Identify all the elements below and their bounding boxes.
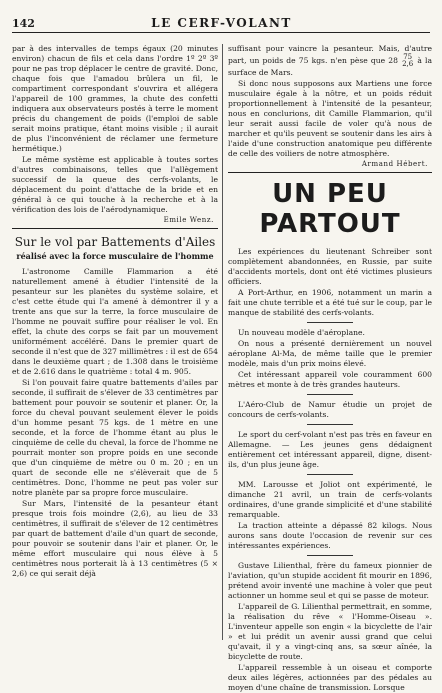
news-item: La traction atteinte a dépassé 82 kilogs. Nous aurons sans doute l'occasion de revenir sur ces intéressantes expériences. [228,521,432,550]
news-item: Les expériences du lieutenant Schreiber sont complètement abandonnées, en Russie, par suite d'accidents mortels, dont ont été victimes plusieurs officiers. [228,247,432,286]
news-item: A Port-Arthur, en 1906, notamment un marin a fait une chute terrible et a été tué sur le coup, par le manque de stabilité des cerfs-volants. [228,288,432,317]
article-subtitle: réalisé avec la force musculaire de l'homme [16,251,214,261]
item-divider [307,555,353,556]
left-paragraph: Le même système est applicable à toutes sortes d'autres combinaisons, telles que l'allègement successif de la queue des cerfs-volants, le déplacement du point d'attache de la bride et en général à ce qui touche à la recherche et à la vérification des lois de l'aérodynamique. [12,155,218,214]
page-header [12,10,430,33]
news-item: MM. Larousse et Joliot ont expérimenté, le dimanche 21 avril, un train de cerfs-volants ordinaires, d'une grande simplicité et d'une stabilité remarquable. [228,480,432,519]
section-title: UN PEU PARTOUT [259,179,401,239]
left-paragraph: L'astronome Camille Flammarion a été naturellement amené à étudier l'intensité de la pesanteur sur les planètes du système solaire, et c'est cette étude qui l'a amené à démontrer il y a trente ans que sur la terre, la force musculaire de l'homme ne pouvait suffire pour réaliser le vol. En effet, la chute des corps se fait par un mouvement uniformément accéléré. Dans le premier quart de seconde il n'est que de 327 millimètres : il est de 654 dans le deuxième quart ; de 1.308 dans le troisième et de 2.616 dans le quatrième : total 4 m. 905. [12,267,218,376]
text-run: à la surface de Mars. [228,56,432,77]
publication-title: LE CERF-VOLANT [151,16,292,30]
left-column [12,44,218,644]
fraction [402,54,413,68]
article-title: Sur le vol par Battements d'Ailes [14,235,216,249]
news-item: Gustave Lilienthal, frère du fameux pionnier de l'aviation, qu'un stupide accident fit mourir en 1896, prétend avoir inventé une machine à voler que peut actionner un homme seul et qui se passe de moteur. [228,561,432,600]
left-paragraph: par à des intervalles de temps égaux (20 minutes environ) chacun de fils et cela dans l'ordre 1º 2º 3º pour ne pas trop déplacer le centre de gravité. Donc, chaque fois que l'amadou brûlera un fil, le compartiment correspondant s'ouvrira et allégera l'appareil de 100 grammes, la chute des confetti indiquera aux observateurs postés à terre le moment précis du changement de poids (l'emploi de sable serait moins pratique, étant moins visible ; il aurait de plus l'inconvénient de réclamer une fermeture hermétique.) [12,44,218,153]
text-run: suffisant pour vaincre la pesanteur. Mais, d'autre part, un poids de 75 kgs. n'en pèse que 28 [228,44,432,65]
left-paragraph: Si l'on pouvait faire quatre battements d'ailes par seconde, il suffirait de s'élever de 33 centimètres par battement pour pouvoir se soutenir et planer. Or, la force du cheval pouvant seulement élever le poids d'un homme pesant 75 kgs. de 1 mètre en une seconde, et la force de l'homme étant au plus le cinquième de celle du cheval, la force de l'homme ne pourrait monter son propre poids en une seconde que d'un cinquième de mètre ou 0 m. 20 ; en un quart de seconde elle ne s'élèverait que de 5 centimètres. Donc, l'homme ne peut pas voler sur notre planète par sa propre force musculaire. [12,378,218,497]
left-paragraph: Sur Mars, l'intensité de la pesanteur étant presque trois fois moindre (2,6), au lieu de 33 centimètres, il suffirait de s'élever de 12 centimètres par quart de battement d'aile d'un quart de seconde, pour pouvoir se soutenir dans l'air et planer. Or, le même effort musculaire qui nous élève à 5 centimètres nous porterait là à 13 centimètres (5 × 2,6) ce qui serait déjà [12,499,218,578]
item-divider [307,424,353,425]
right-paragraph: Si donc nous supposons aux Martiens une force musculaire égale à la nôtre, et un poids réduit proportionnellement à l'intensité de la pesanteur, nous en conclurions, dit Camille Flammarion, qu'il leur serait aussi facile de voler qu'à nous de marcher et qu'ils peuvent se soutenir dans les airs à l'aide d'une construction anatomique peu différente de celle des voiliers de notre atmosphère. [228,79,432,158]
news-item: Un nouveau modèle d'aéroplane. [238,328,365,337]
item-divider [307,474,353,475]
section-separator [228,172,432,173]
news-item: Cet intéressant appareil vole couramment 600 mètres et monte à de très grandes hauteurs. [228,370,432,389]
fraction-denominator: 2,6 [402,60,414,68]
item-divider [307,322,353,323]
news-item: Le sport du cerf-volant n'est pas très en faveur en Allemagne. — Les jeunes gens dédaignent entièrement cet intéressant appareil, digne, disent-ils, d'un plus jeune âge. [228,430,432,469]
news-item: L'appareil ressemble à un oiseau et comporte deux ailes légères, actionnées par des pédales au moyen d'une chaîne de transmission. Lorsque [228,663,432,692]
news-item: On nous a présenté dernièrement un nouvel aéroplane Al-Ma, de même taille que le premier modèle, mais d'un prix moins élevé. [228,339,432,368]
column-divider [222,44,223,640]
news-item: L'appareil de G. Lilienthal permettrait, en somme, la réalisation du rêve « l'Homme-Oiseau ». L'inventeur appelle son engin « la bicyclette de l'air » et lui prédit un avenir aussi grand que celui qu'avait, il y a vingt-cinq ans, sa sœur aînée, la bicyclette de route. [228,602,432,661]
right-column [228,44,432,692]
page-number: 142 [12,17,35,30]
section-separator [12,228,218,229]
right-paragraph [228,44,432,78]
author-signature: Armand Hébert. [361,160,428,168]
author-signature: Emile Wenz. [163,216,214,224]
news-item: L'Aéro-Club de Namur étudie un projet de concours de cerfs-volants. [228,400,432,419]
item-divider [307,394,353,395]
fraction-numerator: 75 [403,53,413,61]
